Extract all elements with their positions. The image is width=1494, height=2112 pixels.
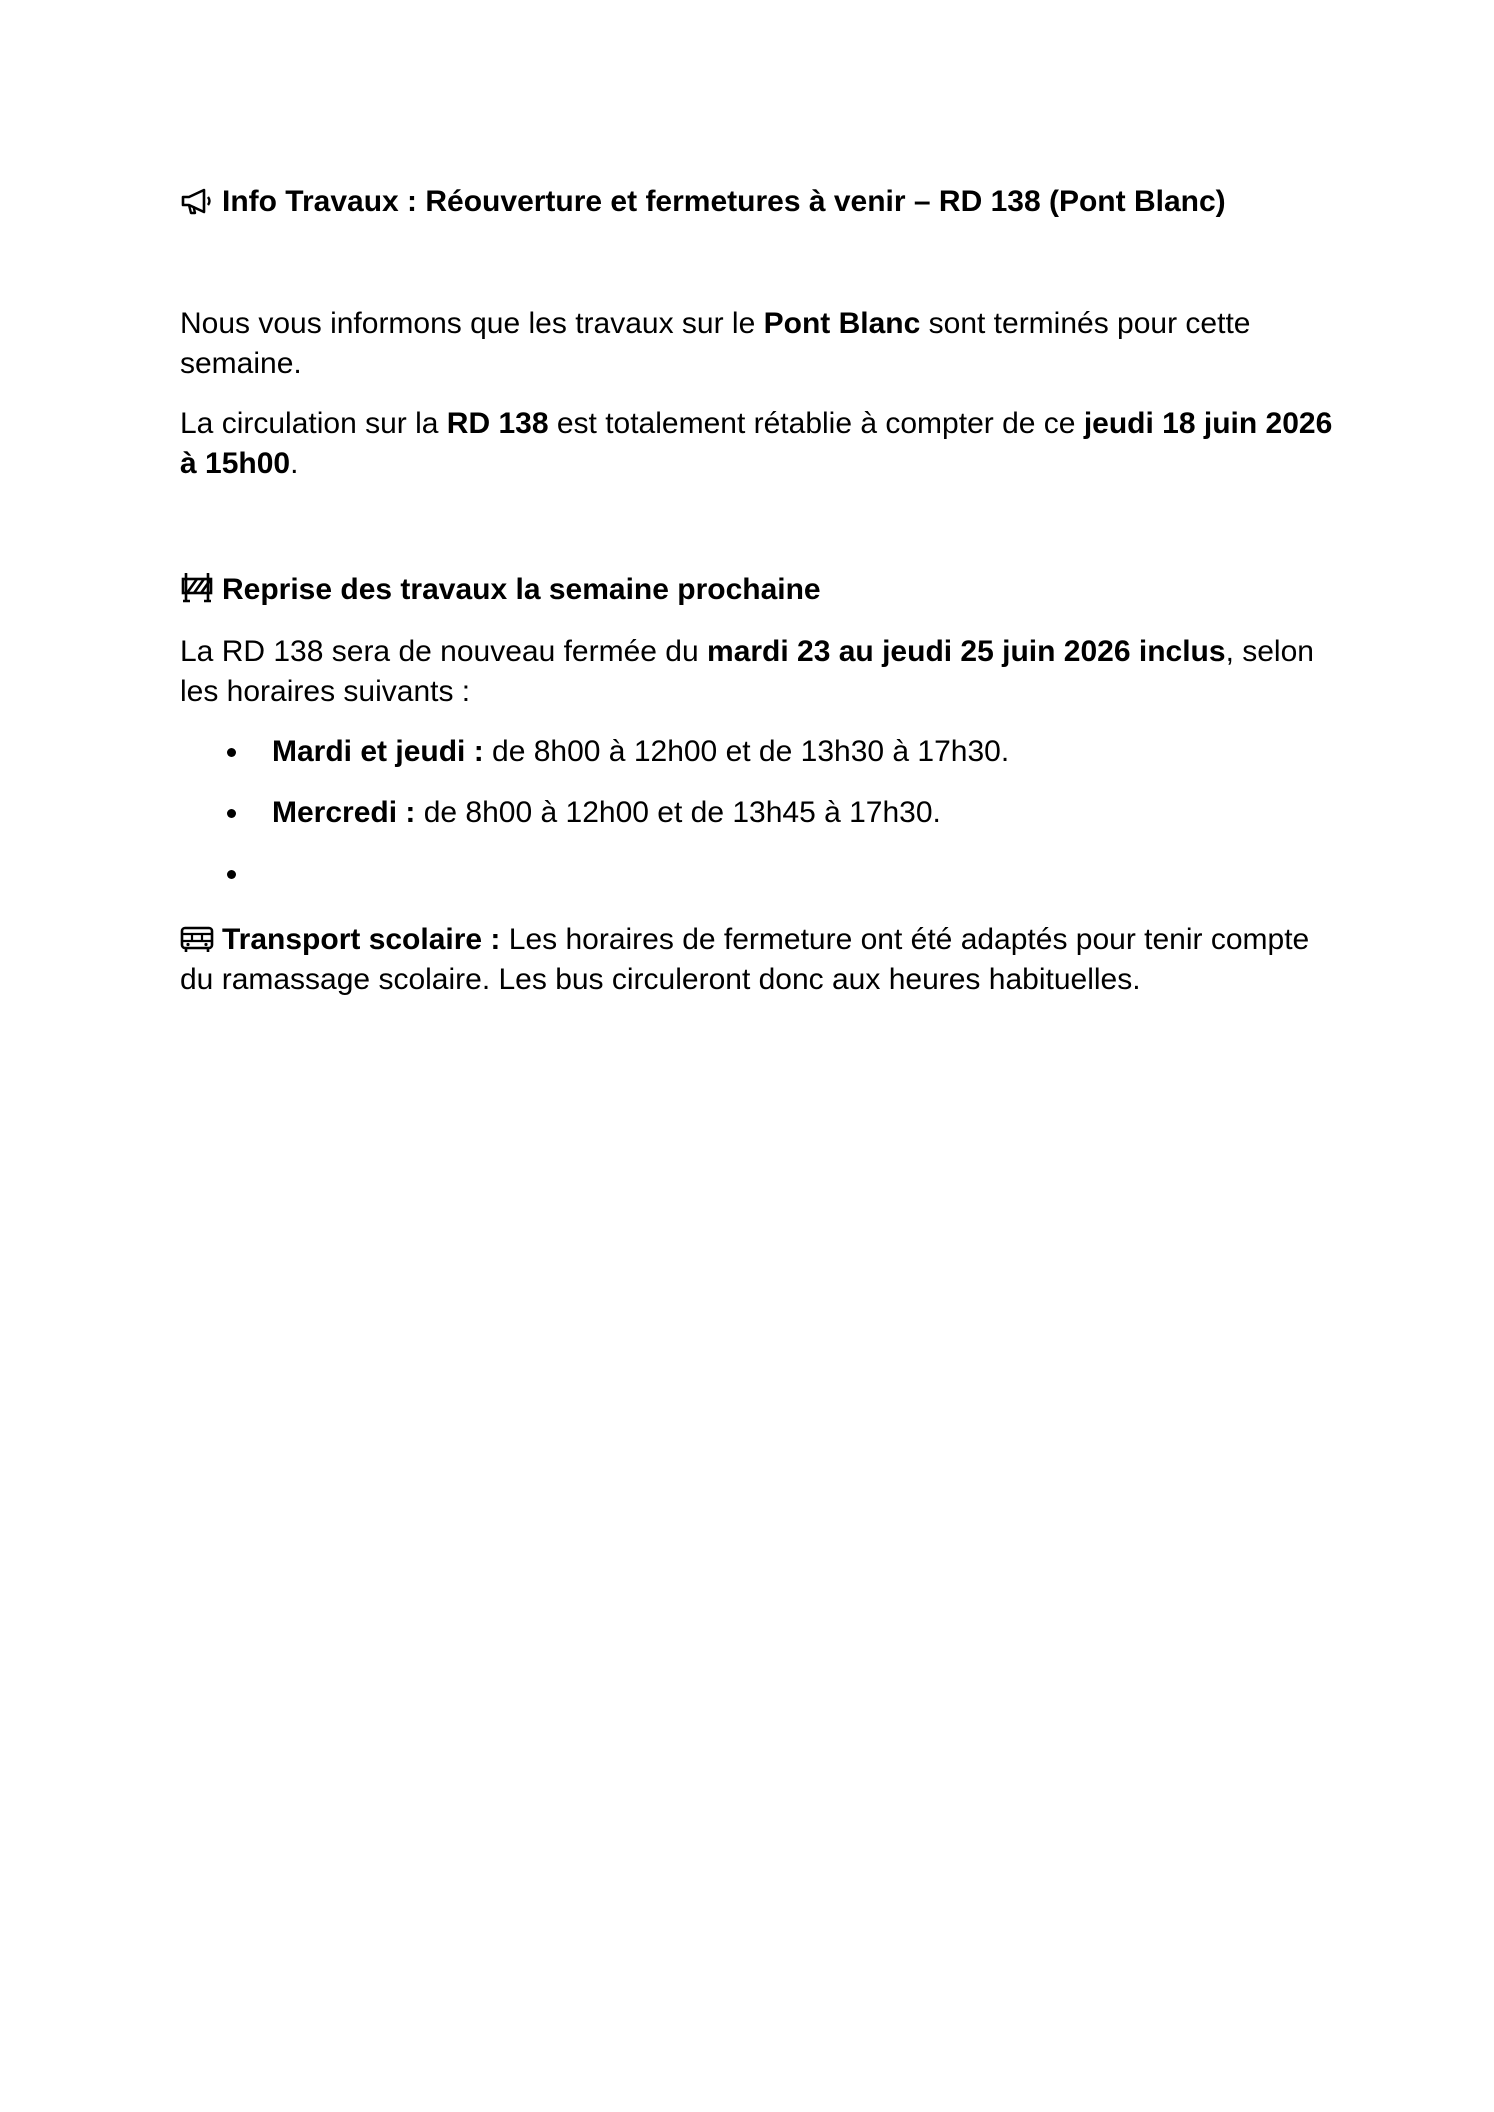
list-item xyxy=(180,854,1340,894)
section-text: La RD 138 sera de nouveau fermée du xyxy=(180,635,708,668)
intro-text: est totalement rétablie à compter de ce xyxy=(548,407,1084,440)
bullet xyxy=(227,870,236,879)
construction-barrier-icon xyxy=(180,571,214,603)
list-item-label: Mardi et jeudi : xyxy=(272,735,484,768)
schedule-list xyxy=(180,732,1340,915)
list-item xyxy=(180,793,1340,833)
title-text: Info Travaux : Réouverture et fermetures à venir – RD 138 (Pont Blanc) xyxy=(222,185,1226,218)
section-text: , selon les horaires suivants : xyxy=(180,635,1314,708)
list-item xyxy=(180,732,1340,772)
bullet xyxy=(227,809,236,818)
section-bold-dates: mardi 23 au jeudi 25 juin 2026 inclus xyxy=(707,635,1226,668)
intro-bold-date: jeudi 18 juin 2026 à 15h00 xyxy=(180,407,1333,480)
intro-paragraph-2 xyxy=(180,404,1340,484)
section-heading xyxy=(180,570,1340,610)
intro-bold-location: Pont Blanc xyxy=(763,307,921,340)
intro-paragraph-1 xyxy=(180,304,1340,384)
transport-paragraph xyxy=(180,920,1340,1000)
megaphone-icon xyxy=(180,187,214,215)
bullet xyxy=(227,748,236,757)
transport-label: Transport scolaire : xyxy=(222,923,501,956)
intro-text: La circulation sur la xyxy=(180,407,447,440)
intro-text: sont terminés pour cette semaine. xyxy=(180,307,1251,380)
bus-icon xyxy=(180,925,214,953)
list-item-text: de 8h00 à 12h00 et de 13h45 à 17h30. xyxy=(415,796,941,829)
transport-text: Les horaires de fermeture ont été adaptés pour tenir compte du ramassage scolaire. Les bus circuleront donc aux heures habituelles. xyxy=(180,923,1310,996)
intro-text: Nous vous informons que les travaux sur le xyxy=(180,307,764,340)
list-item-label: Mercredi : xyxy=(272,796,416,829)
intro-bold-road: RD 138 xyxy=(446,407,549,440)
intro-text: . xyxy=(290,447,299,480)
list-item-text: de 8h00 à 12h00 et de 13h30 à 17h30. xyxy=(483,735,1010,768)
section-heading-text: Reprise des travaux la semaine prochaine xyxy=(222,573,821,606)
document-title xyxy=(180,182,1340,222)
section-paragraph xyxy=(180,632,1340,712)
